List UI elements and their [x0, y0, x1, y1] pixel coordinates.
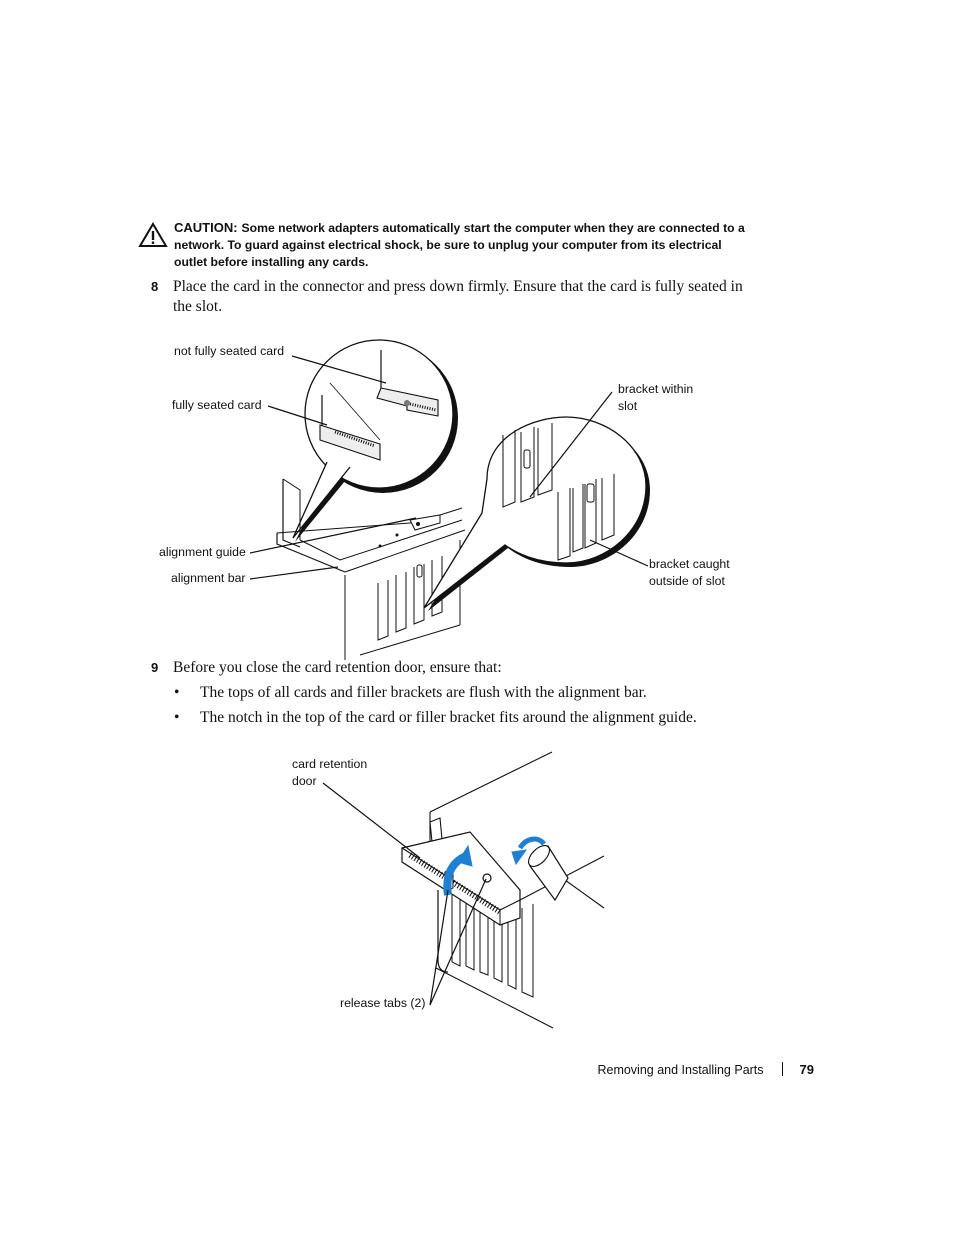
callout-release-tabs: release tabs (2) [340, 996, 426, 1010]
caution-body: Some network adapters automatically start the computer when they are connected to a network. To guard against electrical shock, be sure to unplug your computer from its electrical outlet before installing any cards. [174, 221, 745, 269]
callout-line: bracket caught [649, 557, 730, 571]
bullet-text: The notch in the top of the card or filler bracket fits around the alignment guide. [200, 709, 697, 726]
page-number: 79 [799, 1062, 814, 1077]
bullet-text: The tops of all cards and filler brackets are flush with the alignment bar. [200, 684, 647, 701]
callout-line: outside of slot [649, 574, 725, 588]
callout-line: card retention [292, 757, 368, 771]
callout-alignment-bar: alignment bar [171, 571, 246, 585]
bullet-dot-icon: • [174, 709, 180, 726]
footer-section-title: Removing and Installing Parts [597, 1063, 764, 1077]
step-text: Before you close the card retention door, ensure that: [173, 659, 502, 676]
callout-line: door [292, 774, 317, 788]
callout-alignment-guide: alignment guide [159, 545, 246, 559]
caution-label: CAUTION: [174, 220, 238, 235]
retention-door-body [402, 832, 520, 925]
step-number: 8 [151, 279, 159, 294]
callout-line: slot [618, 399, 638, 413]
callout-card-retention-door [292, 756, 367, 790]
bullet-dot-icon: • [174, 684, 180, 701]
step-text: Place the card in the connector and press down firmly. Ensure that the card is fully seated in the slot. [173, 278, 743, 315]
footer-divider [782, 1062, 783, 1076]
page-footer [597, 1062, 814, 1077]
callout-not-fully-seated-card: not fully seated card [174, 344, 285, 358]
callout-fully-seated-card: fully seated card [172, 398, 262, 412]
callout-line: bracket within [618, 382, 694, 396]
step-number: 9 [151, 660, 159, 675]
